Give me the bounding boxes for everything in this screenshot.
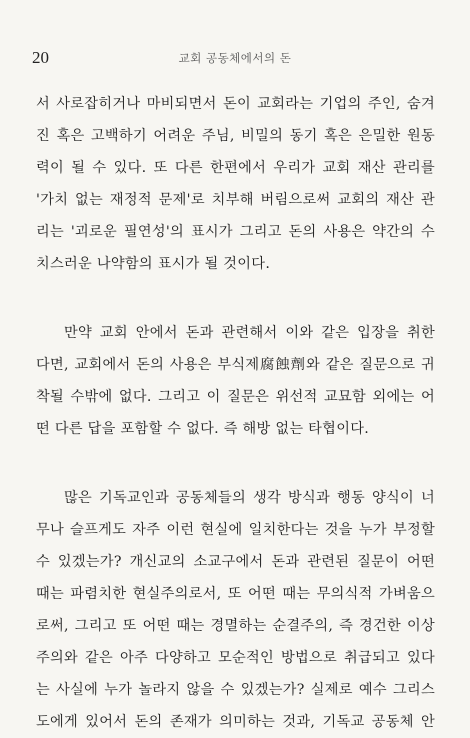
text-line: 로써, 그리고 또 어떤 때는 경멸하는 순결주의, 즉 경건한 이상 [36,618,435,634]
paragraph [36,88,435,280]
text-line: 착될 수밖에 없다. 그리고 이 질문은 위선적 교묘함 외에는 어 [36,389,435,405]
page-number: 20 [32,48,49,67]
paragraph-gap [36,445,435,482]
paragraph [36,482,435,738]
text-line: 수 있겠는가? 개신교의 소교구에서 돈과 관련된 질문이 어떤 [36,554,435,570]
text-line: 무나 슬프게도 자주 이런 현실에 일치한다는 것을 누가 부정할 [36,522,435,538]
text-line: 떤 다른 답을 포함할 수 없다. 즉 해방 없는 타협이다. [36,421,370,437]
text-line: 다면, 교회에서 돈의 사용은 부식제腐蝕劑와 같은 질문으로 귀 [36,357,435,373]
text-line: 는 사실에 누가 놀라지 않을 수 있겠는가? 실제로 예수 그리스 [36,682,435,698]
body-text [36,88,435,738]
text-line: 만약 교회 안에서 돈과 관련해서 이와 같은 입장을 취한 [64,325,435,341]
text-line: 력이 될 수 있다. 또 다른 한편에서 우리가 교회 재산 관리를 [36,160,435,176]
running-title: 교회 공동체에서의 돈 [178,51,292,65]
text-line: 주의와 같은 아주 다양하고 모순적인 방법으로 취급되고 있다 [36,650,435,666]
text-line: 진 혹은 고백하기 어려운 주님, 비밀의 동기 혹은 은밀한 원동 [36,128,435,144]
text-line: '가치 없는 재정적 문제'로 치부해 버림으로써 교회의 재산 관 [36,192,435,208]
text-line: 많은 기독교인과 공동체들의 생각 방식과 행동 양식이 너 [64,490,435,506]
text-line: 때는 파렴치한 현실주의로서, 또 어떤 때는 무의식적 가벼움으 [36,586,435,602]
text-line: 서 사로잡히거나 마비되면서 돈이 교회라는 기업의 주인, 숨겨 [36,96,435,112]
paragraph-gap [36,280,435,317]
text-line: 리는 '괴로운 필연성'의 표시가 그리고 돈의 사용은 약간의 수 [36,224,435,240]
text-line: 도에게 있어서 돈의 존재가 의미하는 것과, 기독교 공동체 안 [36,714,435,730]
page-header [32,48,438,68]
paragraph [36,317,435,445]
text-line: 치스러운 나약함의 표시가 될 것이다. [36,256,271,272]
